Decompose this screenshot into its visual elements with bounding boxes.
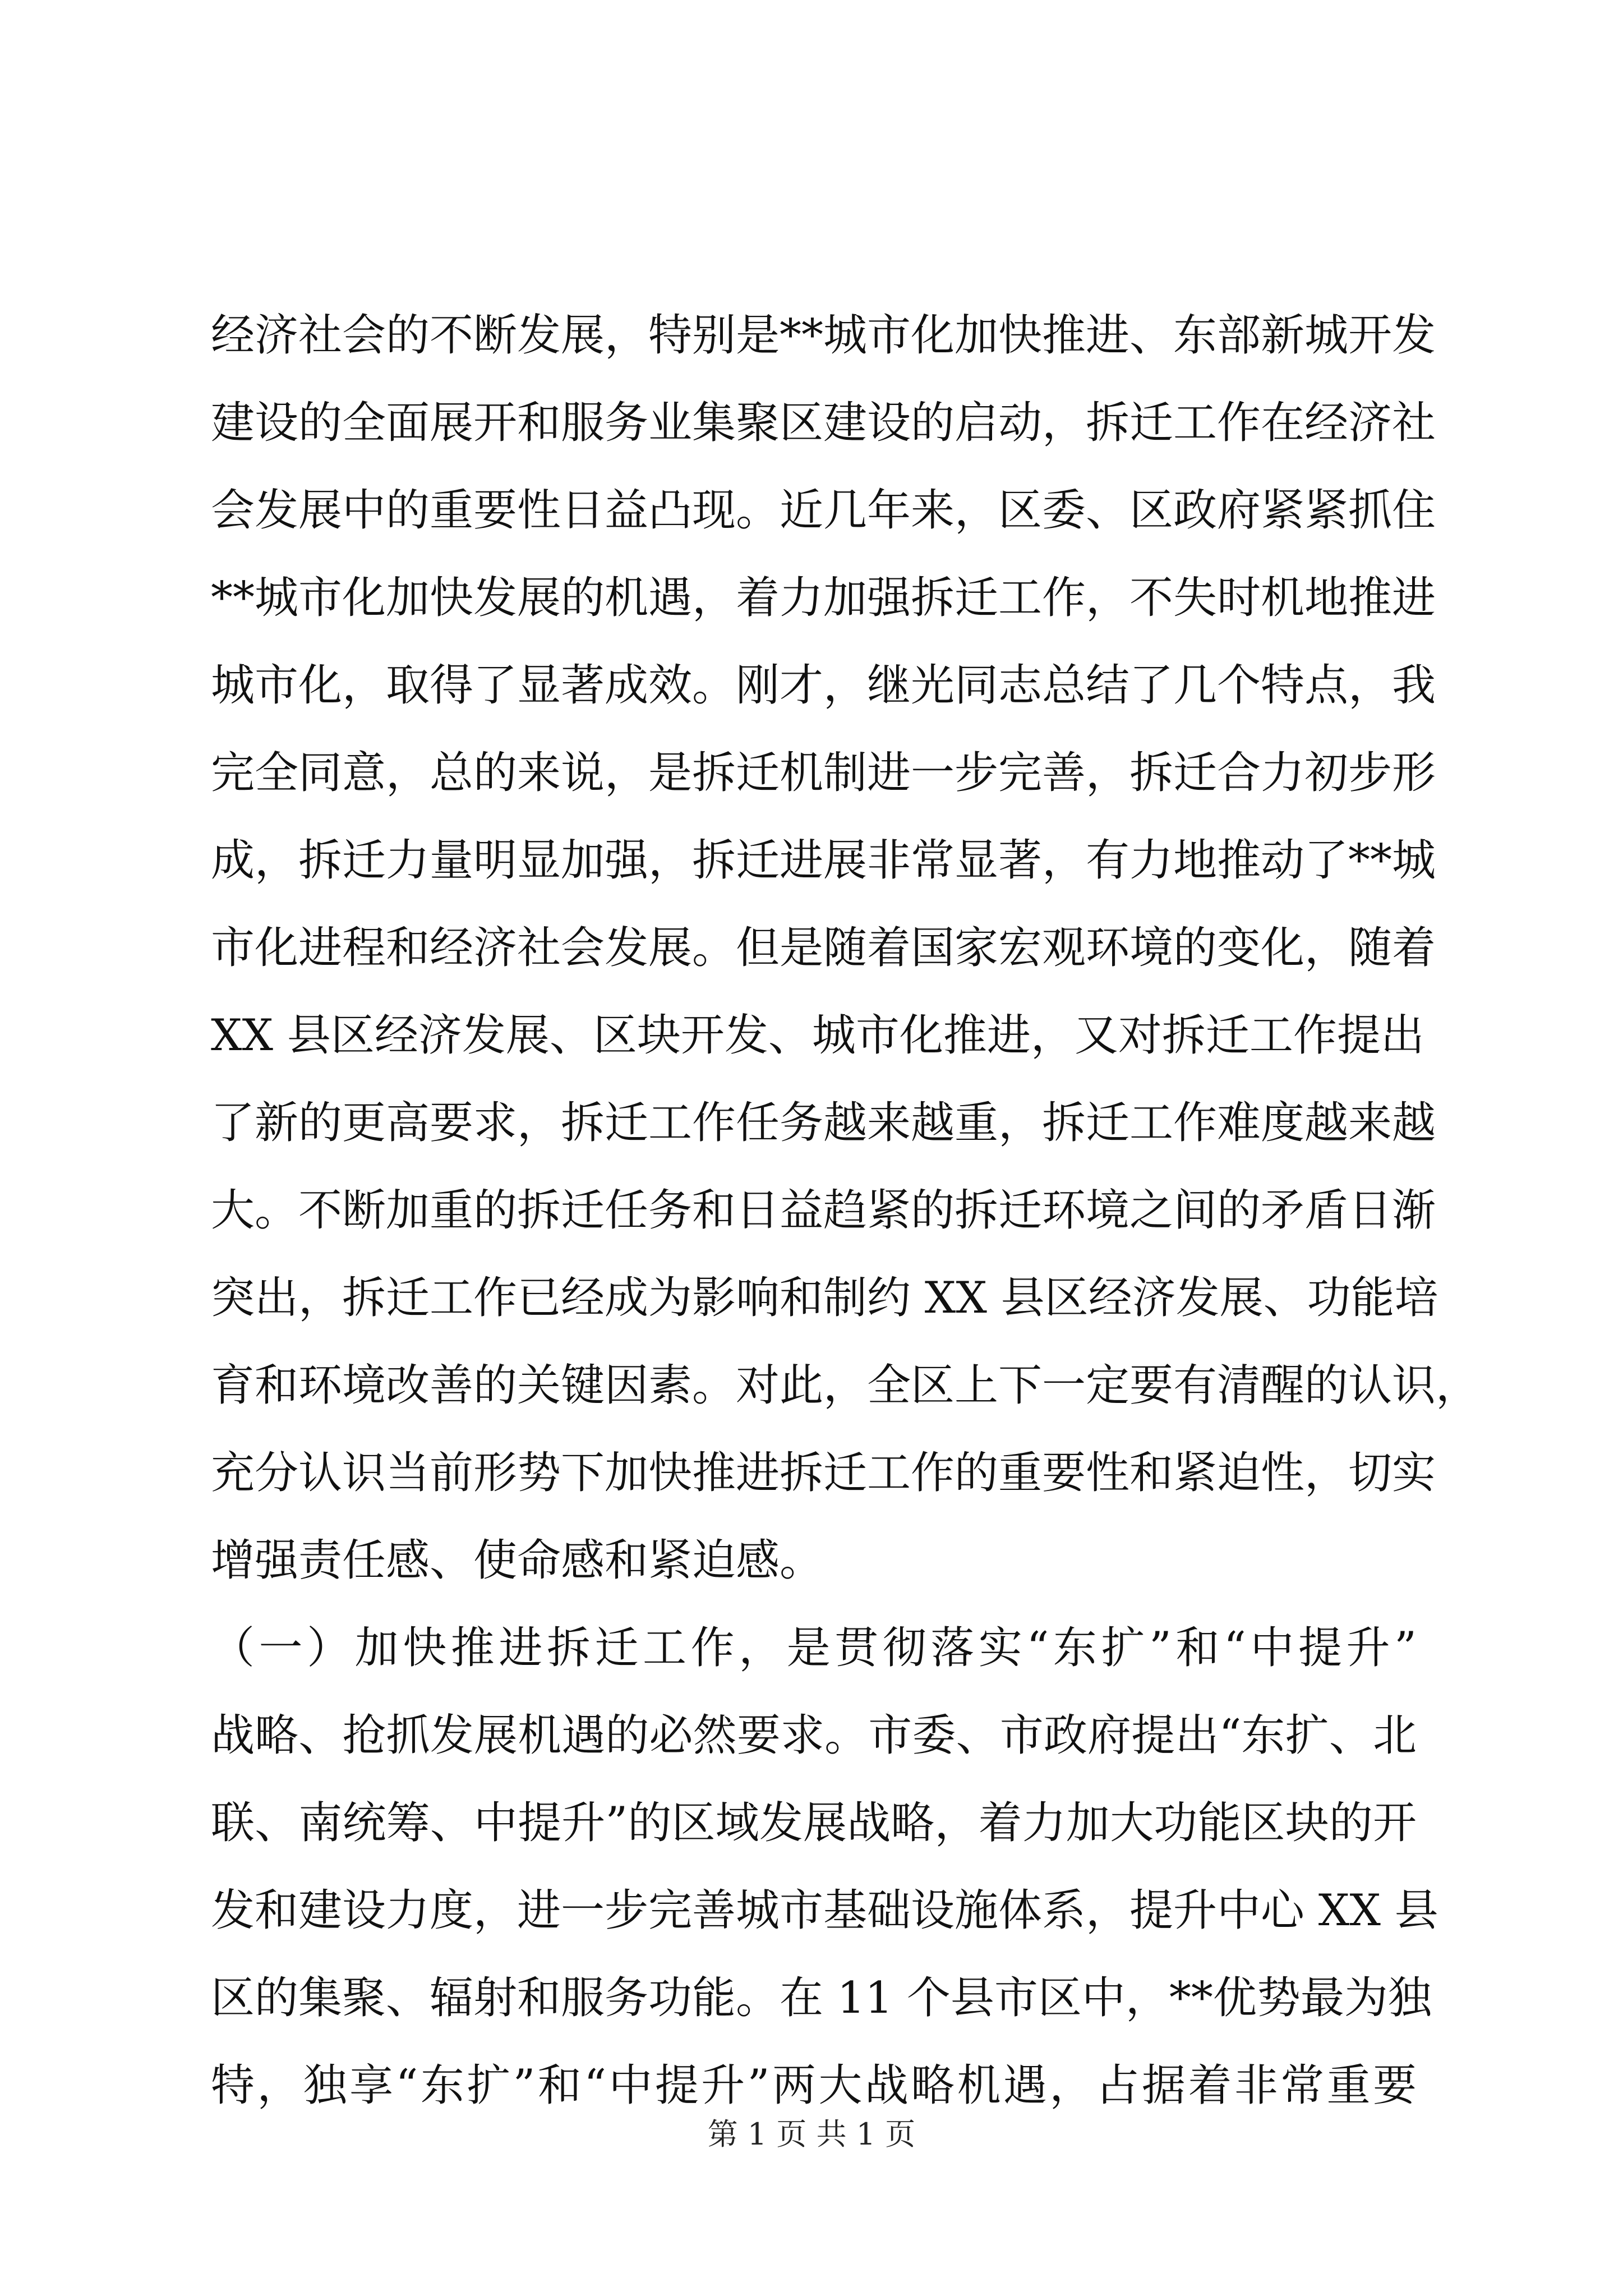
text-line: 成，拆迁力量明显加强，拆迁进展非常显著，有力地推动了**城 (211, 835, 1436, 886)
text-line: 联、南统筹、中提升”的区域发展战略，着力加大功能区块的开 (211, 1798, 1417, 1848)
text-line: 大。不断加重的拆迁任务和日益趋紧的拆迁环境之间的矛盾日渐 (211, 1185, 1436, 1236)
text-line: 会发展中的重要性日益凸现。近几年来，区委、区政府紧紧抓住 (211, 485, 1436, 536)
text-line: 市化进程和经济社会发展。但是随着国家宏观环境的变化，随着 (211, 923, 1436, 973)
text-line: 增强责任感、使命感和紧迫感。 (211, 1535, 824, 1586)
text-line: 了新的更高要求，拆迁工作任务越来越重，拆迁工作难度越来越 (211, 1098, 1436, 1148)
text-line: 育和环境改善的关键因素。对此，全区上下一定要有清醒的认识， (211, 1360, 1480, 1411)
text-line: （一）加快推进拆迁工作，是贯彻落实“东扩”和“中提升” (211, 1623, 1417, 1673)
text-line: **城市化加快发展的机遇，着力加强拆迁工作，不失时机地推进 (211, 573, 1436, 623)
page-footer: 第 1 页 共 1 页 (707, 2116, 916, 2152)
text-line: 战略、抢抓发展机遇的必然要求。市委、市政府提出“东扩、北 (211, 1710, 1417, 1761)
text-line: 特，独享“东扩”和“中提升”两大战略机遇，占据着非常重要 (211, 2060, 1417, 2111)
text-line: 经济社会的不断发展，特别是**城市化加快推进、东部新城开发 (211, 310, 1436, 361)
text-line: 突出，拆迁工作已经成为影响和制约 XX 县区经济发展、功能培 (211, 1273, 1438, 1323)
text-line: 发和建设力度，进一步完善城市基础设施体系，提升中心 XX 县 (211, 1885, 1438, 1936)
text-line: 充分认识当前形势下加快推进拆迁工作的重要性和紧迫性，切实 (211, 1448, 1436, 1498)
text-line: XX 县区经济发展、区块开发、城市化推进，又对拆迁工作提出 (211, 1010, 1424, 1061)
text-line: 建设的全面展开和服务业集聚区建设的启动，拆迁工作在经济社 (211, 398, 1436, 448)
text-line: 城市化，取得了显著成效。刚才，继光同志总结了几个特点，我 (211, 660, 1436, 711)
text-line: 区的集聚、辐射和服务功能。在 11 个县市区中，**优势最为独 (211, 1973, 1432, 2023)
body-text (211, 292, 1480, 2129)
text-line: 完全同意，总的来说，是拆迁机制进一步完善，拆迁合力初步形 (211, 748, 1436, 798)
